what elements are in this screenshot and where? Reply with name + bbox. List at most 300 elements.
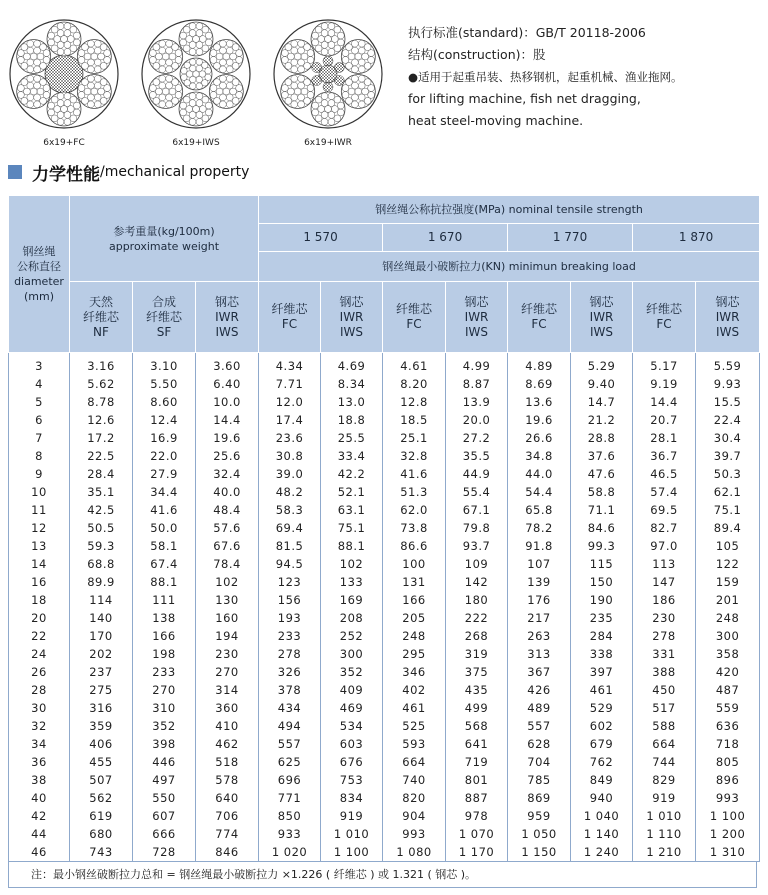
table-row xyxy=(9,375,760,393)
value-cell: 3.10 xyxy=(133,353,196,376)
value-cell: 63.1 xyxy=(321,501,383,519)
value-cell: 1 170 xyxy=(446,843,508,862)
value-cell: 57.4 xyxy=(633,483,696,501)
outer-strand xyxy=(281,40,315,74)
value-cell: 275 xyxy=(70,681,133,699)
value-cell: 5.62 xyxy=(70,375,133,393)
value-cell: 67.6 xyxy=(196,537,259,555)
value-cell: 69.4 xyxy=(259,519,321,537)
value-cell: 593 xyxy=(383,735,446,753)
section-square-icon xyxy=(8,165,22,179)
table-row xyxy=(9,663,760,681)
value-cell: 9.40 xyxy=(571,375,633,393)
diameter-cell: 14 xyxy=(9,555,70,573)
table-row xyxy=(9,501,760,519)
value-cell: 1 050 xyxy=(508,825,571,843)
value-cell: 33.4 xyxy=(321,447,383,465)
value-cell: 1 140 xyxy=(571,825,633,843)
value-cell: 51.3 xyxy=(383,483,446,501)
value-cell: 91.8 xyxy=(508,537,571,555)
value-cell: 295 xyxy=(383,645,446,663)
value-cell: 230 xyxy=(633,609,696,627)
value-cell: 534 xyxy=(321,717,383,735)
value-cell: 284 xyxy=(571,627,633,645)
value-cell: 97.0 xyxy=(633,537,696,555)
value-cell: 34.8 xyxy=(508,447,571,465)
header-tensile-strength: 钢丝绳公称抗拉强度(MPa) nominal tensile strength xyxy=(259,196,760,224)
table-row xyxy=(9,573,760,591)
value-cell: 27.9 xyxy=(133,465,196,483)
outer-strand xyxy=(281,75,315,109)
value-cell: 169 xyxy=(321,591,383,609)
value-cell: 904 xyxy=(383,807,446,825)
value-cell: 469 xyxy=(321,699,383,717)
value-cell: 8.60 xyxy=(133,393,196,411)
value-cell: 529 xyxy=(571,699,633,717)
value-cell: 834 xyxy=(321,789,383,807)
header-diameter: 钢丝绳 公称直径 diameter (mm) xyxy=(9,196,70,353)
value-cell: 159 xyxy=(696,573,760,591)
value-cell: 82.7 xyxy=(633,519,696,537)
value-cell: 34.4 xyxy=(133,483,196,501)
value-cell: 753 xyxy=(321,771,383,789)
value-cell: 525 xyxy=(383,717,446,735)
value-cell: 728 xyxy=(133,843,196,862)
value-cell: 222 xyxy=(446,609,508,627)
value-cell: 5.50 xyxy=(133,375,196,393)
value-cell: 18.8 xyxy=(321,411,383,429)
value-cell: 801 xyxy=(446,771,508,789)
header-grade: 1 670 xyxy=(383,224,508,252)
value-cell: 13.6 xyxy=(508,393,571,411)
spec-block xyxy=(408,22,768,132)
value-cell: 1 240 xyxy=(571,843,633,862)
value-cell: 679 xyxy=(571,735,633,753)
header-iwr: 钢芯 IWR IWS xyxy=(696,282,760,353)
value-cell: 499 xyxy=(446,699,508,717)
value-cell: 25.6 xyxy=(196,447,259,465)
header-sf: 合成 纤维芯 SF xyxy=(133,282,196,353)
diameter-cell: 12 xyxy=(9,519,70,537)
value-cell: 22.4 xyxy=(696,411,760,429)
value-cell: 39.0 xyxy=(259,465,321,483)
value-cell: 300 xyxy=(321,645,383,663)
value-cell: 896 xyxy=(696,771,760,789)
table-row xyxy=(9,555,760,573)
header-fc: 纤维芯 FC xyxy=(508,282,571,353)
value-cell: 517 xyxy=(633,699,696,717)
table-row xyxy=(9,735,760,753)
table-row xyxy=(9,843,760,862)
value-cell: 41.6 xyxy=(383,465,446,483)
outer-strand xyxy=(17,40,51,74)
value-cell: 233 xyxy=(259,627,321,645)
value-cell: 131 xyxy=(383,573,446,591)
table-row xyxy=(9,519,760,537)
diameter-cell: 7 xyxy=(9,429,70,447)
outer-strand xyxy=(47,22,81,56)
value-cell: 14.7 xyxy=(571,393,633,411)
value-cell: 278 xyxy=(633,627,696,645)
value-cell: 1 200 xyxy=(696,825,760,843)
value-cell: 588 xyxy=(633,717,696,735)
outer-strand xyxy=(341,40,375,74)
value-cell: 557 xyxy=(508,717,571,735)
value-cell: 978 xyxy=(446,807,508,825)
value-cell: 79.8 xyxy=(446,519,508,537)
value-cell: 489 xyxy=(508,699,571,717)
value-cell: 69.5 xyxy=(633,501,696,519)
table-row xyxy=(9,609,760,627)
value-cell: 25.1 xyxy=(383,429,446,447)
value-cell: 65.8 xyxy=(508,501,571,519)
value-cell: 12.0 xyxy=(259,393,321,411)
value-cell: 1 100 xyxy=(321,843,383,862)
value-cell: 352 xyxy=(133,717,196,735)
value-cell: 5.29 xyxy=(571,353,633,376)
value-cell: 22.0 xyxy=(133,447,196,465)
value-cell: 111 xyxy=(133,591,196,609)
diameter-cell: 30 xyxy=(9,699,70,717)
value-cell: 497 xyxy=(133,771,196,789)
value-cell: 3.60 xyxy=(196,353,259,376)
value-cell: 993 xyxy=(696,789,760,807)
value-cell: 446 xyxy=(133,753,196,771)
value-cell: 233 xyxy=(133,663,196,681)
value-cell: 17.4 xyxy=(259,411,321,429)
value-cell: 113 xyxy=(633,555,696,573)
value-cell: 107 xyxy=(508,555,571,573)
table-row xyxy=(9,411,760,429)
value-cell: 461 xyxy=(383,699,446,717)
value-cell: 1 150 xyxy=(508,843,571,862)
value-cell: 7.71 xyxy=(259,375,321,393)
value-cell: 62.0 xyxy=(383,501,446,519)
diameter-cell: 8 xyxy=(9,447,70,465)
value-cell: 28.8 xyxy=(571,429,633,447)
value-cell: 248 xyxy=(696,609,760,627)
header-grade: 1 770 xyxy=(508,224,633,252)
value-cell: 12.4 xyxy=(133,411,196,429)
value-cell: 32.8 xyxy=(383,447,446,465)
value-cell: 28.1 xyxy=(633,429,696,447)
value-cell: 5.59 xyxy=(696,353,760,376)
value-cell: 14.4 xyxy=(633,393,696,411)
value-cell: 58.3 xyxy=(259,501,321,519)
value-cell: 4.99 xyxy=(446,353,508,376)
header-subcolumns xyxy=(9,282,760,353)
value-cell: 9.19 xyxy=(633,375,696,393)
section-title-cn: 力学性能 xyxy=(32,164,100,185)
value-cell: 559 xyxy=(696,699,760,717)
value-cell: 9.93 xyxy=(696,375,760,393)
value-cell: 619 xyxy=(70,807,133,825)
value-cell: 1 110 xyxy=(633,825,696,843)
diameter-cell: 11 xyxy=(9,501,70,519)
value-cell: 740 xyxy=(383,771,446,789)
table-row xyxy=(9,591,760,609)
diameter-cell: 28 xyxy=(9,681,70,699)
table-row xyxy=(9,825,760,843)
value-cell: 462 xyxy=(196,735,259,753)
value-cell: 19.6 xyxy=(508,411,571,429)
value-cell: 133 xyxy=(321,573,383,591)
value-cell: 18.5 xyxy=(383,411,446,429)
value-cell: 19.6 xyxy=(196,429,259,447)
value-cell: 59.3 xyxy=(70,537,133,555)
value-cell: 180 xyxy=(446,591,508,609)
value-cell: 367 xyxy=(508,663,571,681)
diameter-cell: 40 xyxy=(9,789,70,807)
value-cell: 603 xyxy=(321,735,383,753)
value-cell: 1 020 xyxy=(259,843,321,862)
value-cell: 193 xyxy=(259,609,321,627)
value-cell: 115 xyxy=(571,555,633,573)
value-cell: 230 xyxy=(196,645,259,663)
value-cell: 1 080 xyxy=(383,843,446,862)
value-cell: 47.6 xyxy=(571,465,633,483)
value-cell: 40.0 xyxy=(196,483,259,501)
value-cell: 270 xyxy=(196,663,259,681)
value-cell: 194 xyxy=(196,627,259,645)
diameter-cell: 22 xyxy=(9,627,70,645)
value-cell: 375 xyxy=(446,663,508,681)
diameter-cell: 34 xyxy=(9,735,70,753)
value-cell: 186 xyxy=(633,591,696,609)
value-cell: 3.16 xyxy=(70,353,133,376)
value-cell: 1 100 xyxy=(696,807,760,825)
value-cell: 1 210 xyxy=(633,843,696,862)
value-cell: 48.2 xyxy=(259,483,321,501)
value-cell: 805 xyxy=(696,753,760,771)
table-row xyxy=(9,465,760,483)
header-iwr: 钢芯 IWR IWS xyxy=(571,282,633,353)
value-cell: 402 xyxy=(383,681,446,699)
diameter-cell: 18 xyxy=(9,591,70,609)
value-cell: 310 xyxy=(133,699,196,717)
footnote: 注：最小钢丝破断拉力总和 = 钢丝绳最小破断拉力 ×1.226 ( 纤维芯 ) 或 1.321 ( 钢芯 )。 xyxy=(8,862,757,888)
value-cell: 75.1 xyxy=(696,501,760,519)
outer-strand xyxy=(179,22,213,56)
spec-usage-en-1: for lifting machine, fish net dragging, xyxy=(408,91,641,106)
value-cell: 5.17 xyxy=(633,353,696,376)
value-cell: 640 xyxy=(196,789,259,807)
spec-usage-cn: ●适用于起重吊装、热移钢机，起重机械、渔业拖网。 xyxy=(408,70,683,84)
value-cell: 676 xyxy=(321,753,383,771)
value-cell: 78.2 xyxy=(508,519,571,537)
rope-diagrams xyxy=(0,0,400,160)
table-row xyxy=(9,699,760,717)
value-cell: 17.2 xyxy=(70,429,133,447)
value-cell: 140 xyxy=(70,609,133,627)
outer-strand xyxy=(149,40,183,74)
value-cell: 666 xyxy=(133,825,196,843)
outer-strand xyxy=(179,92,213,126)
value-cell: 35.5 xyxy=(446,447,508,465)
outer-strand xyxy=(77,75,111,109)
value-cell: 30.4 xyxy=(696,429,760,447)
value-cell: 35.1 xyxy=(70,483,133,501)
value-cell: 84.6 xyxy=(571,519,633,537)
table-row xyxy=(9,753,760,771)
value-cell: 326 xyxy=(259,663,321,681)
value-cell: 313 xyxy=(508,645,571,663)
diagram-caption-iws: 6x19+IWS xyxy=(172,138,220,148)
header-iwr: 钢芯 IWR IWS xyxy=(446,282,508,353)
value-cell: 959 xyxy=(508,807,571,825)
table-row xyxy=(9,483,760,501)
value-cell: 58.1 xyxy=(133,537,196,555)
value-cell: 166 xyxy=(133,627,196,645)
value-cell: 89.4 xyxy=(696,519,760,537)
diameter-cell: 16 xyxy=(9,573,70,591)
value-cell: 420 xyxy=(696,663,760,681)
value-cell: 406 xyxy=(70,735,133,753)
value-cell: 578 xyxy=(196,771,259,789)
diameter-cell: 44 xyxy=(9,825,70,843)
value-cell: 208 xyxy=(321,609,383,627)
table-row xyxy=(9,645,760,663)
value-cell: 30.8 xyxy=(259,447,321,465)
value-cell: 36.7 xyxy=(633,447,696,465)
diameter-cell: 36 xyxy=(9,753,70,771)
value-cell: 93.7 xyxy=(446,537,508,555)
value-cell: 235 xyxy=(571,609,633,627)
value-cell: 774 xyxy=(196,825,259,843)
value-cell: 44.9 xyxy=(446,465,508,483)
value-cell: 1 310 xyxy=(696,843,760,862)
value-cell: 410 xyxy=(196,717,259,735)
fiber-core xyxy=(45,55,83,93)
diameter-cell: 38 xyxy=(9,771,70,789)
value-cell: 94.5 xyxy=(259,555,321,573)
value-cell: 48.4 xyxy=(196,501,259,519)
value-cell: 1 010 xyxy=(321,825,383,843)
value-cell: 268 xyxy=(446,627,508,645)
value-cell: 919 xyxy=(633,789,696,807)
diameter-cell: 9 xyxy=(9,465,70,483)
value-cell: 62.1 xyxy=(696,483,760,501)
value-cell: 494 xyxy=(259,717,321,735)
header-iwr-weight: 钢芯 IWR IWS xyxy=(196,282,259,353)
value-cell: 8.20 xyxy=(383,375,446,393)
diameter-cell: 24 xyxy=(9,645,70,663)
value-cell: 248 xyxy=(383,627,446,645)
value-cell: 198 xyxy=(133,645,196,663)
diameter-cell: 10 xyxy=(9,483,70,501)
value-cell: 398 xyxy=(133,735,196,753)
value-cell: 507 xyxy=(70,771,133,789)
value-cell: 86.6 xyxy=(383,537,446,555)
value-cell: 12.8 xyxy=(383,393,446,411)
value-cell: 57.6 xyxy=(196,519,259,537)
table-row xyxy=(9,717,760,735)
value-cell: 664 xyxy=(633,735,696,753)
value-cell: 71.1 xyxy=(571,501,633,519)
outer-strand xyxy=(311,22,345,56)
value-cell: 4.61 xyxy=(383,353,446,376)
table-row xyxy=(9,627,760,645)
value-cell: 46.5 xyxy=(633,465,696,483)
value-cell: 37.6 xyxy=(571,447,633,465)
steel-core-strand xyxy=(180,58,212,90)
value-cell: 625 xyxy=(259,753,321,771)
value-cell: 54.4 xyxy=(508,483,571,501)
value-cell: 68.8 xyxy=(70,555,133,573)
value-cell: 237 xyxy=(70,663,133,681)
header-fc: 纤维芯 FC xyxy=(633,282,696,353)
value-cell: 316 xyxy=(70,699,133,717)
diagram-caption-iwr: 6x19+IWR xyxy=(304,138,352,148)
section-title-en: /mechanical property xyxy=(100,164,250,180)
table-row xyxy=(9,771,760,789)
rope-cross-section-iws xyxy=(140,18,252,130)
value-cell: 102 xyxy=(321,555,383,573)
value-cell: 744 xyxy=(633,753,696,771)
value-cell: 487 xyxy=(696,681,760,699)
value-cell: 23.6 xyxy=(259,429,321,447)
value-cell: 25.5 xyxy=(321,429,383,447)
value-cell: 850 xyxy=(259,807,321,825)
value-cell: 4.69 xyxy=(321,353,383,376)
value-cell: 680 xyxy=(70,825,133,843)
value-cell: 88.1 xyxy=(321,537,383,555)
value-cell: 849 xyxy=(571,771,633,789)
value-cell: 81.5 xyxy=(259,537,321,555)
value-cell: 52.1 xyxy=(321,483,383,501)
header-fc: 纤维芯 FC xyxy=(383,282,446,353)
value-cell: 26.6 xyxy=(508,429,571,447)
table-row xyxy=(9,393,760,411)
value-cell: 20.0 xyxy=(446,411,508,429)
value-cell: 450 xyxy=(633,681,696,699)
value-cell: 44.0 xyxy=(508,465,571,483)
table-row xyxy=(9,681,760,699)
rope-cross-section-fc xyxy=(8,18,120,130)
value-cell: 160 xyxy=(196,609,259,627)
value-cell: 461 xyxy=(571,681,633,699)
table-row xyxy=(9,789,760,807)
diameter-cell: 4 xyxy=(9,375,70,393)
value-cell: 123 xyxy=(259,573,321,591)
value-cell: 16.9 xyxy=(133,429,196,447)
value-cell: 42.5 xyxy=(70,501,133,519)
value-cell: 455 xyxy=(70,753,133,771)
diameter-cell: 5 xyxy=(9,393,70,411)
header-breaking-load: 钢丝绳最小破断拉力(KN) minimun breaking load xyxy=(259,252,760,282)
value-cell: 719 xyxy=(446,753,508,771)
value-cell: 696 xyxy=(259,771,321,789)
value-cell: 8.78 xyxy=(70,393,133,411)
value-cell: 270 xyxy=(133,681,196,699)
spec-construction: 结构(construction)：股 xyxy=(408,47,546,62)
diameter-cell: 26 xyxy=(9,663,70,681)
value-cell: 202 xyxy=(70,645,133,663)
outer-strand xyxy=(209,75,243,109)
value-cell: 1 040 xyxy=(571,807,633,825)
value-cell: 743 xyxy=(70,843,133,862)
value-cell: 122 xyxy=(696,555,760,573)
value-cell: 919 xyxy=(321,807,383,825)
value-cell: 829 xyxy=(633,771,696,789)
value-cell: 67.4 xyxy=(133,555,196,573)
value-cell: 607 xyxy=(133,807,196,825)
value-cell: 166 xyxy=(383,591,446,609)
value-cell: 100 xyxy=(383,555,446,573)
outer-strand xyxy=(311,92,345,126)
outer-strand xyxy=(209,40,243,74)
value-cell: 346 xyxy=(383,663,446,681)
